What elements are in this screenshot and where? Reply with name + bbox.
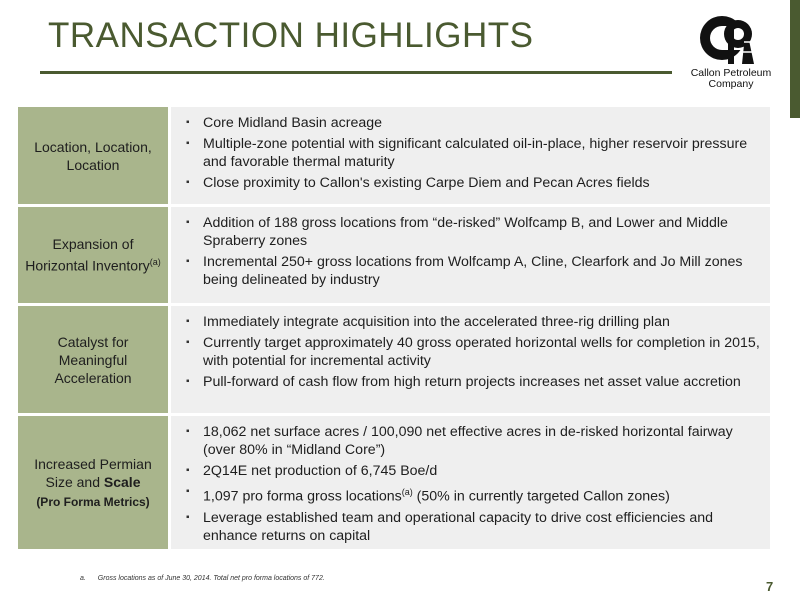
row-label (18, 107, 168, 204)
accent-bar (790, 0, 800, 118)
footnote-ref: (a) (401, 487, 413, 497)
bullet-text: (50% in currently targeted Callon zones) (412, 488, 670, 505)
bullet-item: ▪ 18,062 net surface acres / 100,090 net effective acres in de-risked horizontal fairway (over 80% in “Midland Core”) (185, 423, 760, 459)
footnote-marker: a. (80, 575, 86, 582)
company-logo (676, 12, 786, 92)
bullet-item: ▪ Immediately integrate acquisition into the accelerated three-rig drilling plan (185, 313, 760, 331)
row-label-emphasis: Scale (103, 473, 141, 490)
bullet-item: ▪ Incremental 250+ gross locations from Wolfcamp A, Cline, Clearfork and Jo Mill zones being delineated by industry (185, 253, 760, 289)
callon-cp-logo-icon (694, 12, 766, 68)
row-body (171, 107, 770, 204)
footnote (80, 575, 325, 582)
bullet-item: ▪ Pull-forward of cash flow from high return projects increases net asset value accretion (185, 373, 760, 391)
bullet-item: ▪ 2Q14E net production of 6,745 Boe/d (185, 462, 760, 480)
row-label-text: Catalyst for Meaningful Acceleration (54, 333, 132, 386)
bullet-item: ▪ Core Midland Basin acreage (185, 114, 760, 132)
logo-wordmark (676, 68, 786, 90)
row-label-sub: (Pro Forma Metrics) (36, 494, 150, 509)
page-title: TRANSACTION HIGHLIGHTS (48, 16, 534, 55)
bullet-item: ▪ Close proximity to Callon's existing Carpe Diem and Pecan Acres fields (185, 174, 760, 192)
bullet-item: ▪ Addition of 188 gross locations from “de-risked” Wolfcamp B, and Lower and Middle Spraberry zones (185, 214, 760, 250)
table-row (18, 207, 770, 303)
row-label-main: Expansion of Horizontal Inventory (25, 236, 150, 274)
bullet-item: ▪ Currently target approximately 40 gross operated horizontal wells for completion in 2015, with potential for incremental activity (185, 334, 760, 370)
bullet-item: ▪ Leverage established team and operational capacity to drive cost efficiencies and enhance returns on capital (185, 509, 760, 545)
logo-line-1: Callon Petroleum (690, 67, 772, 79)
highlights-table (18, 107, 770, 552)
page-number: 7 (766, 579, 774, 594)
table-row (18, 306, 770, 413)
row-label-text: Location, Location, Location (34, 138, 152, 173)
logo-line-2: Company (708, 78, 754, 90)
row-body (171, 207, 770, 303)
row-label-text (24, 235, 162, 275)
bullet-item: ▪ Multiple-zone potential with significant calculated oil-in-place, higher reservoir pressure and favorable thermal maturity (185, 135, 760, 171)
row-label (18, 207, 168, 303)
table-row (18, 107, 770, 204)
row-label (18, 306, 168, 413)
title-divider (40, 71, 672, 74)
row-body (171, 306, 770, 413)
row-label (18, 416, 168, 549)
bullet-item (185, 483, 760, 506)
row-label-main: Increased Permian Size and (34, 455, 152, 490)
footnote-ref: (a) (149, 257, 161, 268)
row-label-text (24, 455, 162, 511)
footnote-text: Gross locations as of June 30, 2014. Total net pro forma locations of 772. (97, 575, 325, 582)
bullet-text: 1,097 pro forma gross locations (203, 488, 402, 505)
table-row (18, 416, 770, 549)
row-body (171, 416, 770, 549)
